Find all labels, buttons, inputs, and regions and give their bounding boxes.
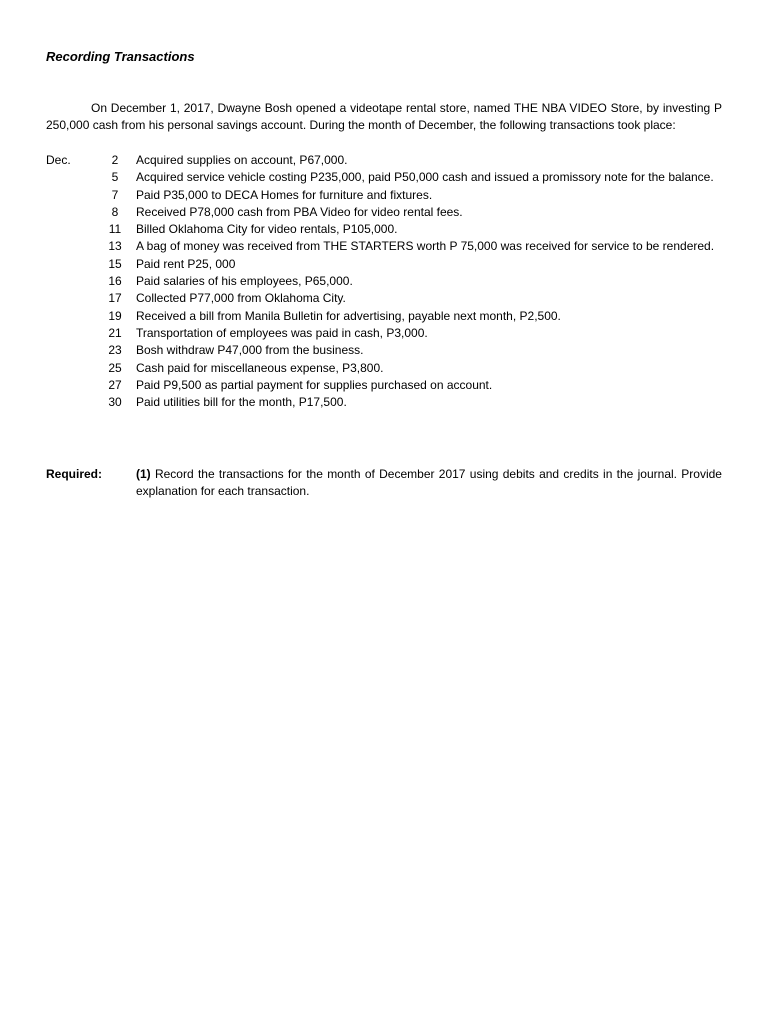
transaction-text: Cash paid for miscellaneous expense, P3,800. bbox=[136, 360, 384, 375]
transaction-text: Acquired service vehicle costing P235,000, paid P50,000 cash and issued a promissory note for the balance. bbox=[136, 170, 714, 185]
transaction-day: 19 bbox=[108, 308, 122, 323]
required-text bbox=[136, 466, 722, 501]
transaction-row bbox=[46, 360, 722, 377]
transaction-day: 21 bbox=[108, 325, 122, 340]
transaction-row bbox=[46, 152, 722, 169]
transaction-text: Transportation of employees was paid in cash, P3,000. bbox=[136, 325, 428, 340]
transaction-row bbox=[46, 342, 722, 359]
transaction-day: 16 bbox=[108, 274, 122, 289]
transaction-row bbox=[46, 238, 722, 255]
transaction-row bbox=[46, 325, 722, 342]
transaction-row bbox=[46, 394, 722, 411]
transaction-text: Received P78,000 cash from PBA Video for video rental fees. bbox=[136, 204, 463, 219]
transaction-list bbox=[46, 152, 722, 411]
transaction-text: Billed Oklahoma City for video rentals, P105,000. bbox=[136, 222, 398, 237]
transaction-day: 8 bbox=[111, 204, 119, 219]
transaction-text: Collected P77,000 from Oklahoma City. bbox=[136, 291, 346, 306]
transaction-text: Paid salaries of his employees, P65,000. bbox=[136, 274, 353, 289]
transaction-text: Paid P35,000 to DECA Homes for furniture and fixtures. bbox=[136, 187, 433, 202]
transaction-day: 11 bbox=[108, 222, 122, 237]
transaction-row bbox=[46, 290, 722, 307]
transaction-day: 30 bbox=[108, 395, 122, 410]
transaction-text: Paid rent P25, 000 bbox=[136, 256, 236, 271]
transaction-text: Paid utilities bill for the month, P17,500. bbox=[136, 395, 347, 410]
transaction-day: 25 bbox=[108, 360, 122, 375]
transaction-row bbox=[46, 204, 722, 221]
transaction-row bbox=[46, 169, 722, 186]
transaction-row bbox=[46, 221, 722, 238]
transaction-text: Bosh withdraw P47,000 from the business. bbox=[136, 343, 364, 358]
transaction-day: 17 bbox=[108, 291, 122, 306]
transaction-day: 7 bbox=[111, 187, 119, 202]
transaction-day: 27 bbox=[108, 377, 122, 392]
transaction-row bbox=[46, 273, 722, 290]
required-section bbox=[46, 466, 722, 501]
required-label: Required: bbox=[46, 467, 103, 481]
transaction-day: 23 bbox=[108, 343, 122, 358]
transaction-day: 2 bbox=[111, 153, 119, 167]
transaction-text: Received a bill from Manila Bulletin for advertising, payable next month, P2,500. bbox=[136, 308, 561, 323]
transaction-row bbox=[46, 187, 722, 204]
transaction-row bbox=[46, 377, 722, 394]
transaction-day: 5 bbox=[111, 170, 119, 185]
transaction-row bbox=[46, 308, 722, 325]
required-number: (1) bbox=[136, 467, 151, 481]
transaction-text: A bag of money was received from THE STARTERS worth P 75,000 was received for service to be rendered. bbox=[136, 239, 715, 254]
document-title: Recording Transactions bbox=[46, 49, 195, 64]
transaction-row bbox=[46, 256, 722, 273]
intro-paragraph: On December 1, 2017, Dwayne Bosh opened a videotape rental store, named THE NBA VIDEO Store, by investing P 250,000 cash from his personal savings account. During the month of December, the following transactions took place: bbox=[46, 101, 722, 133]
required-instruction: Record the transactions for the month of December 2017 using debits and credits in the journal. Provide explanation for each transaction. bbox=[136, 467, 722, 499]
month-label: Dec. bbox=[46, 153, 71, 167]
transaction-day: 13 bbox=[108, 239, 122, 254]
transaction-text: Acquired supplies on account, P67,000. bbox=[136, 153, 348, 167]
transaction-day: 15 bbox=[108, 256, 122, 271]
transaction-text: Paid P9,500 as partial payment for supplies purchased on account. bbox=[136, 377, 493, 392]
